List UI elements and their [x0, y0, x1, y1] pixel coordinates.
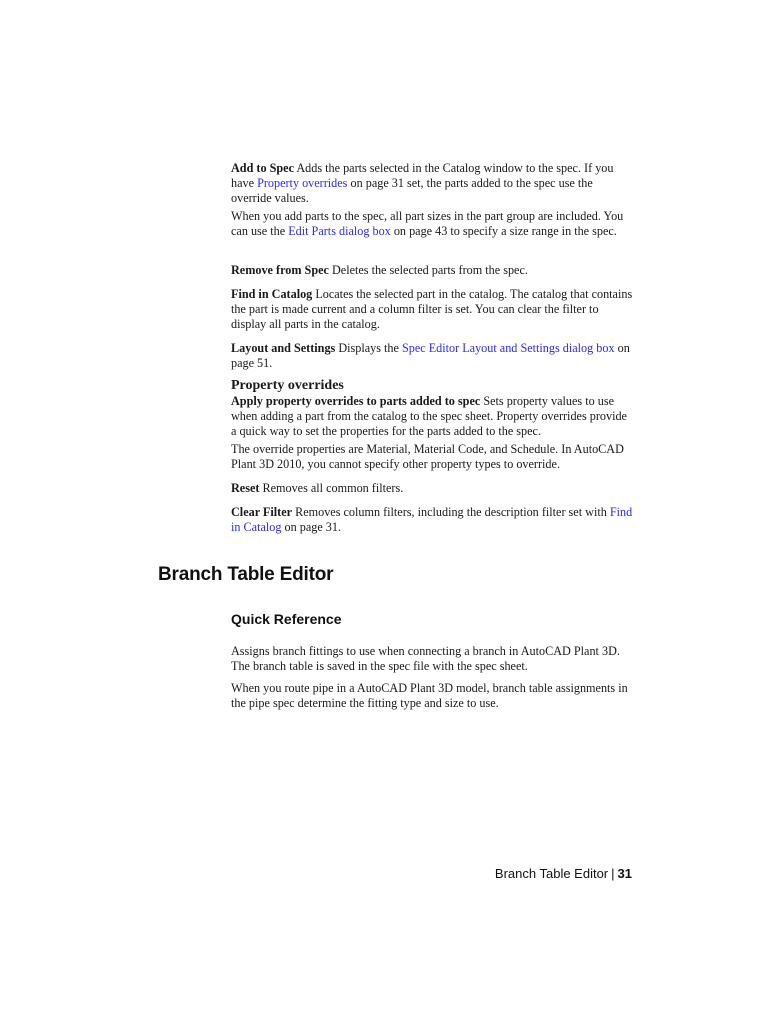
reset-entry — [231, 481, 635, 496]
clear-filter-term: Clear Filter — [231, 505, 293, 519]
property-overrides-link[interactable]: Property overrides — [257, 176, 348, 190]
spec-editor-layout-link[interactable]: Spec Editor Layout and Settings dialog box — [401, 341, 615, 355]
remove-from-spec-entry — [231, 263, 635, 278]
find-in-catalog-text: Locates the selected part in the catalog. The catalog that contains the part is made current and a column filter is set. You can clear the filter to display all parts in the catalog. — [231, 287, 633, 331]
branch-table-routing-note — [231, 681, 635, 711]
apply-overrides-paragraph — [231, 394, 635, 439]
property-overrides-heading: Property overrides — [231, 378, 344, 393]
edit-parts-dialog-link[interactable]: Edit Parts dialog box — [288, 224, 391, 238]
add-parts-note — [231, 209, 635, 239]
override-properties-note — [231, 442, 635, 472]
reset-term: Reset — [231, 481, 260, 495]
add-to-spec-term: Add to Spec — [231, 161, 294, 175]
add-to-spec-text-end: on page 31 set, the parts added to the spec use the override values. — [231, 176, 593, 205]
find-in-catalog-entry — [231, 287, 635, 332]
branch-table-paragraph-2: When you route pipe in a AutoCAD Plant 3D model, branch table assignments in the pipe spec determine the fitting type and size to use. — [231, 681, 628, 710]
add-parts-paragraph — [231, 209, 635, 239]
apply-overrides-text: Sets property values to use when adding a part from the catalog to the spec sheet. Property overrides provide a quick way to set the properties for the parts added to the spec. — [231, 394, 627, 438]
layout-settings-text: Displays the — [335, 341, 402, 355]
footer-separator: | — [611, 866, 615, 881]
find-in-catalog-paragraph — [231, 287, 635, 332]
apply-overrides-term: Apply property overrides to parts added to spec — [231, 394, 481, 408]
add-to-spec-paragraph — [231, 161, 635, 206]
branch-table-description — [231, 644, 635, 674]
clear-filter-text-end: on page 31. — [281, 520, 342, 534]
add-to-spec-entry — [231, 161, 635, 206]
page-number: 31 — [617, 866, 632, 881]
layout-settings-paragraph — [231, 341, 635, 371]
add-parts-text-end: on page 43 to specify a size range in the spec. — [390, 224, 617, 238]
remove-from-spec-text: Deletes the selected parts from the spec. — [328, 263, 528, 277]
remove-from-spec-term: Remove from Spec — [231, 263, 329, 277]
clear-filter-entry — [231, 505, 635, 535]
clear-filter-text: Removes column filters, including the description filter set with — [292, 505, 610, 519]
override-properties-paragraph: The override properties are Material, Material Code, and Schedule. In AutoCAD Plant 3D 2010, you cannot specify other property types to override. — [231, 442, 624, 471]
quick-reference-heading: Quick Reference — [231, 611, 342, 627]
layout-settings-text-end: on page 51. — [231, 341, 630, 370]
clear-filter-paragraph — [231, 505, 635, 535]
reset-text: Removes all common filters. — [259, 481, 404, 495]
find-in-catalog-link[interactable]: Find in Catalog — [231, 505, 633, 534]
layout-settings-entry — [231, 341, 635, 371]
section-title: Branch Table Editor — [158, 564, 334, 585]
add-to-spec-text: Adds the parts selected in the Catalog window to the spec. If you have — [231, 161, 614, 190]
page-footer — [495, 866, 632, 882]
add-parts-text: When you add parts to the spec, all part sizes in the part group are included. You can use the — [231, 209, 624, 238]
remove-from-spec-paragraph — [231, 263, 635, 278]
apply-overrides-entry — [231, 394, 635, 439]
reset-paragraph — [231, 481, 635, 496]
find-in-catalog-term: Find in Catalog — [231, 287, 313, 301]
footer-section-name: Branch Table Editor — [494, 866, 609, 881]
layout-settings-term: Layout and Settings — [231, 341, 336, 355]
branch-table-paragraph-1: Assigns branch fittings to use when connecting a branch in AutoCAD Plant 3D. The branch table is saved in the spec file with the spec sheet. — [231, 644, 620, 673]
